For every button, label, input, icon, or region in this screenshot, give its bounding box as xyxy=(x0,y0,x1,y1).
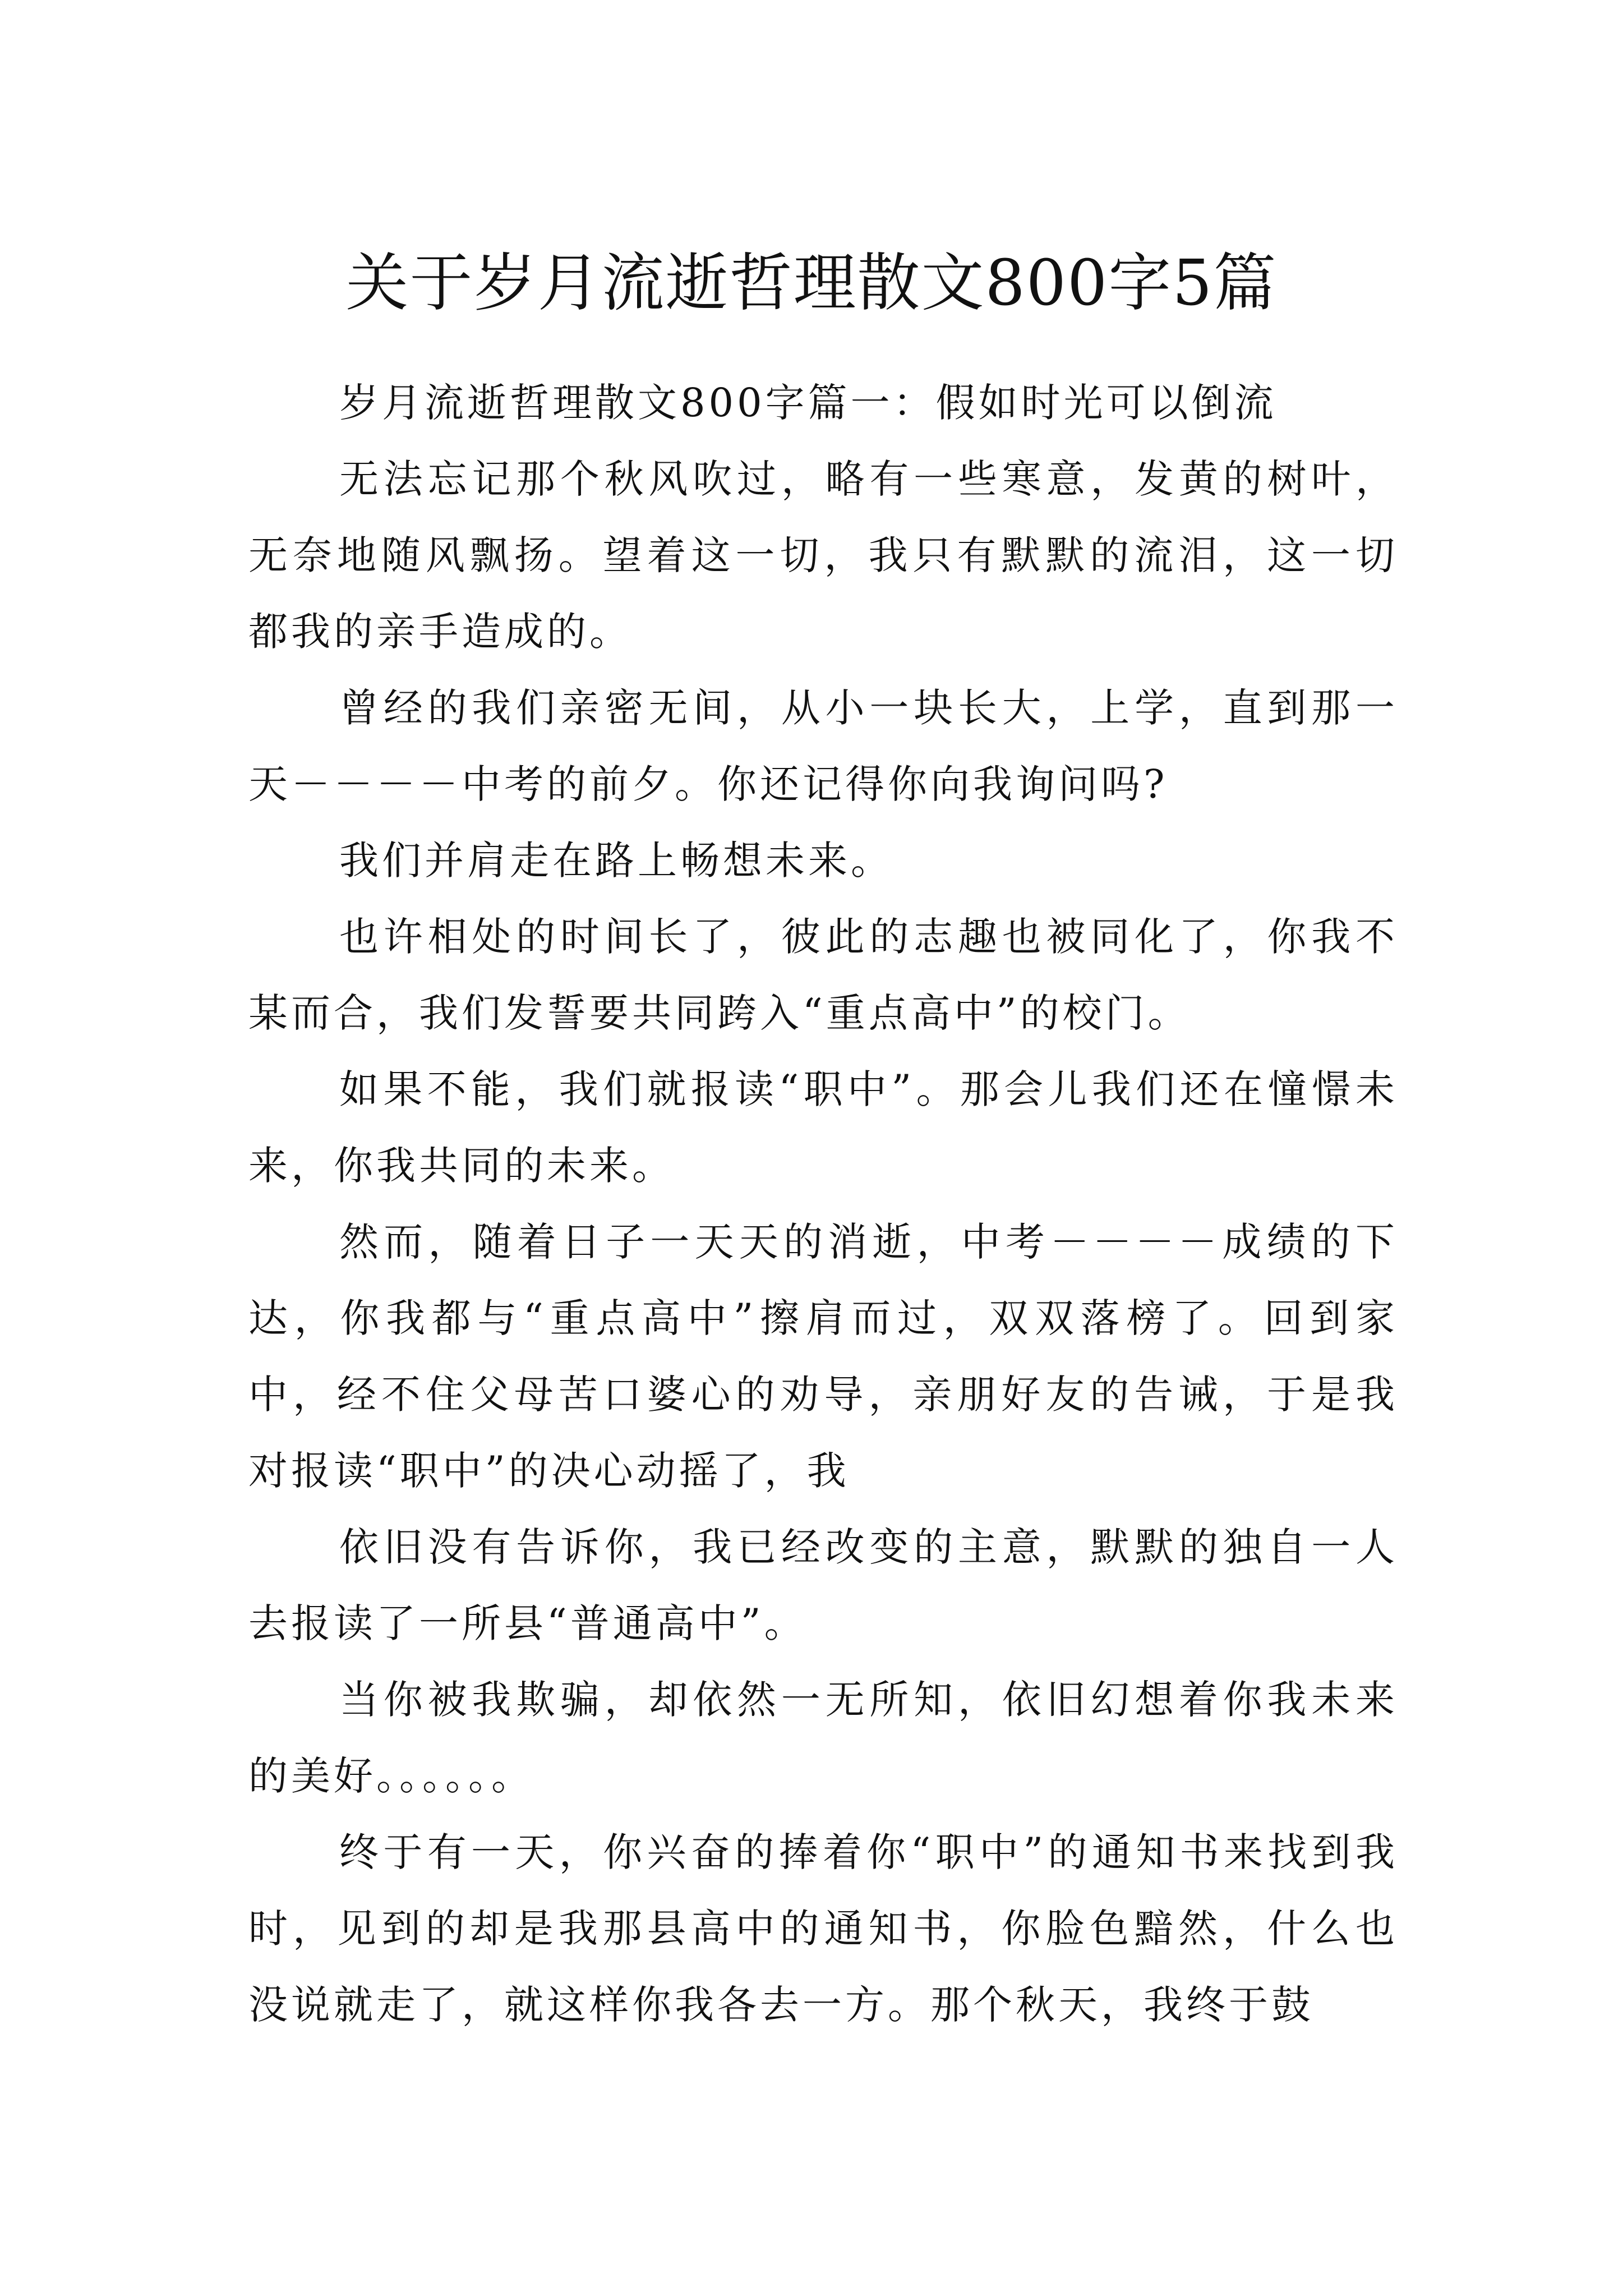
paragraph: 岁月流逝哲理散文800字篇一：假如时光可以倒流 xyxy=(339,380,1277,426)
paragraph: 无法忘记那个秋风吹过，略有一些寒意，发黄的树叶，无奈地随风飘扬。望着这一切，我只有默默的流泪，这一切都我的亲手造成的。 xyxy=(248,456,1398,655)
paragraph: 我们并肩走在路上畅想未来。 xyxy=(339,838,893,884)
paragraph: 终于有一天，你兴奋的捧着你“职中”的通知书来找到我时，见到的却是我那县高中的通知书，你脸色黯然，什么也没说就走了，就这样你我各去一方。那个秋天，我终于鼓 xyxy=(248,1829,1398,2028)
document-title: 关于岁月流逝哲理散文800字5篇 xyxy=(345,247,1278,320)
paragraph: 曾经的我们亲密无间，从小一块长大，上学，直到那一天－－－－中考的前夕。你还记得你向我询问吗? xyxy=(248,685,1398,807)
document-body xyxy=(248,365,1398,2043)
paragraph: 然而，随着日子一天天的消逝，中考－－－－成绩的下达，你我都与“重点高中”擦肩而过，双双落榜了。回到家中，经不住父母苦口婆心的劝导，亲朋好友的告诫，于是我对报读“职中”的决心动摇了，我 xyxy=(248,1219,1398,1494)
paragraph: 当你被我欺骗，却依然一无所知，依旧幻想着你我未来的美好。。。。。。 xyxy=(248,1677,1398,1799)
paragraph: 如果不能，我们就报读“职中”。那会儿我们还在憧憬未来，你我共同的未来。 xyxy=(248,1066,1398,1189)
paragraph: 也许相处的时间长了，彼此的志趣也被同化了，你我不某而合，我们发誓要共同跨入“重点高中”的校门。 xyxy=(248,914,1398,1036)
paragraph: 依旧没有告诉你，我已经改变的主意，默默的独自一人去报读了一所县“普通高中”。 xyxy=(248,1524,1398,1646)
